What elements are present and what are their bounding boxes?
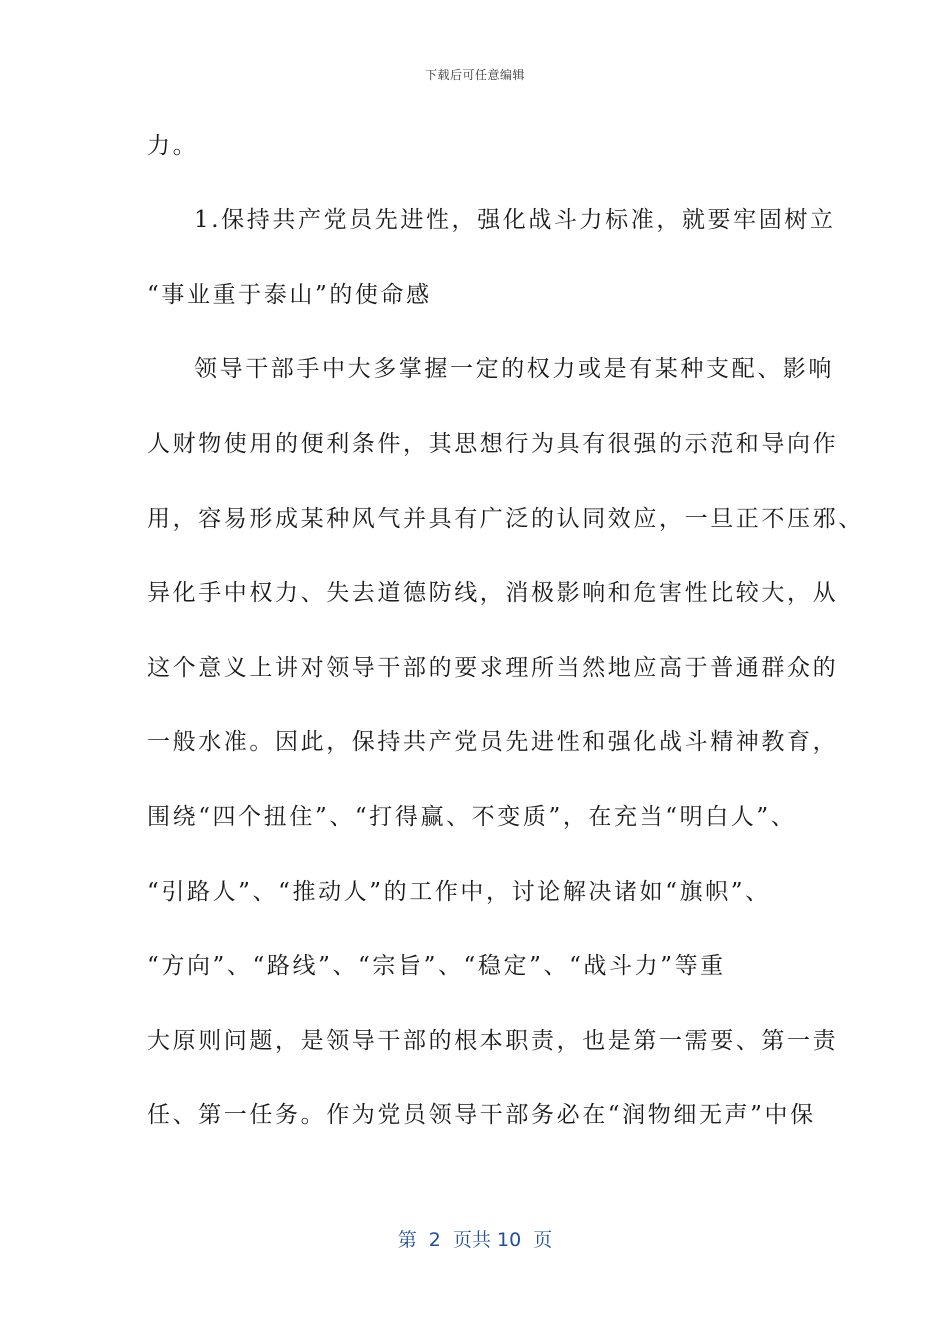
body-line-9: 一般水准。因此，保持共产党员先进性和强化战斗精神教育， [147,729,839,755]
body-line-10: 围绕“四个扭住”、“打得赢、不变质”，在充当“明白人”、 [147,804,797,830]
section-heading-line-2: “事业重于泰山”的使命感 [147,282,432,308]
page-header: 下载后可任意编辑 [424,68,525,82]
body-line-1: 力。 [147,133,199,159]
body-line-14: 任、第一任务。作为党员领导干部务必在“润物细无声”中保 [147,1102,816,1128]
body-line-4: 领导干部手中大多掌握一定的权力或是有某种支配、影响 [194,356,834,382]
body-line-6: 用，容易形成某种风气并具有广泛的认同效应，一旦正不压邪、 [147,506,864,532]
body-line-12: “方向”、“路线”、“宗旨”、“稳定”、“战斗力”等重 [147,953,726,979]
section-heading-line-1: 1.保持共产党员先进性，强化战斗力标准，就要牢固树立 [194,207,836,233]
body-line-8: 这个意义上讲对领导干部的要求理所当然地应高于普通群众的 [147,655,839,681]
body-line-11: “引路人”、“推动人”的工作中，讨论解决诸如“旗帜”、 [147,879,771,905]
body-line-5: 人财物使用的便利条件，其思想行为具有很强的示范和导向作 [147,431,839,457]
body-line-7: 异化手中权力、失去道德防线，消极影响和危害性比较大，从 [147,580,839,606]
body-line-13: 大原则问题，是领导干部的根本职责，也是第一需要、第一责 [147,1028,839,1054]
page-footer: 第 2 页共 10 页 [397,1229,553,1251]
